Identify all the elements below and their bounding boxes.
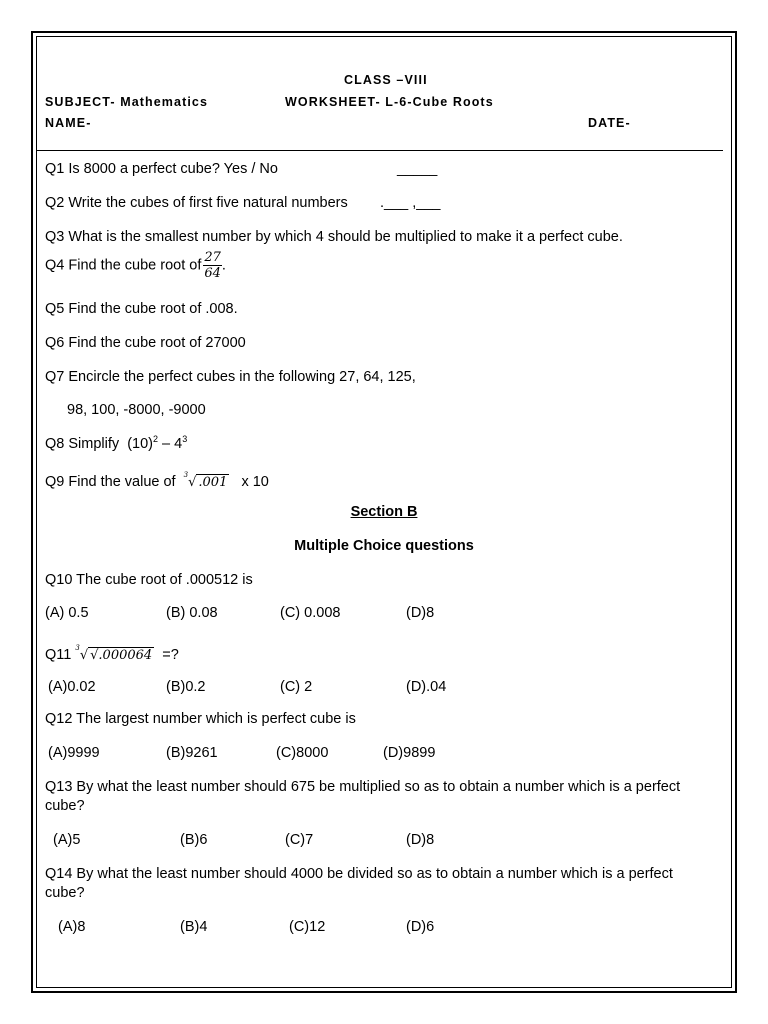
date-label: DATE- [588, 116, 631, 130]
q10-option-c: (C) 0.008 [280, 605, 341, 621]
radicand: √.000064 [90, 648, 153, 663]
name-label: NAME- [45, 116, 92, 130]
question-4 [45, 250, 226, 281]
root-index: 3 [75, 644, 80, 652]
question-13-line-2: cube? [45, 798, 85, 814]
q12-option-d: (D)9899 [383, 745, 436, 761]
q11-option-b: (B)0.2 [166, 679, 206, 695]
q10-option-b: (B) 0.08 [166, 605, 218, 621]
section-b-title: Section B [350, 504, 418, 520]
q12-option-a: (A)9999 [48, 745, 100, 761]
question-8-base: (10) [127, 435, 153, 452]
cube-root-expression: $^3$√ .001 [183, 471, 228, 490]
question-9-text: Q9 Find the value of [45, 474, 176, 490]
q14-option-a: (A)8 [58, 919, 86, 935]
q14-option-c: (C)12 [289, 919, 326, 935]
question-14-line-1: Q14 By what the least number should 4000 be divided so as to obtain a number which is a perfect [45, 866, 673, 882]
question-4-text: Q4 Find the cube root of [45, 257, 202, 274]
question-4-end: . [221, 257, 226, 274]
q11-option-c: (C) 2 [280, 679, 313, 695]
nested-root-expression: $^3$√ √.000064 [75, 644, 153, 663]
question-7-line-1: Q7 Encircle the perfect cubes in the following 27, 64, 125, [45, 369, 416, 385]
worksheet-title: WORKSHEET- L-6-Cube Roots [285, 95, 494, 109]
root-index: 3 [183, 471, 189, 479]
question-2-blank: .___ ,___ [380, 195, 441, 211]
fraction-denominator: 64 [204, 266, 221, 281]
question-1-text: Q1 Is 8000 a perfect cube? Yes / No [45, 161, 278, 177]
q11-option-d: (D).04 [406, 679, 447, 695]
fraction-numerator: 27 [204, 250, 221, 265]
question-1-blank: _____ [397, 161, 438, 177]
class-label: CLASS –VIII [344, 73, 428, 87]
q12-option-c: (C)8000 [276, 745, 329, 761]
q14-option-b: (B)4 [180, 919, 208, 935]
question-5-text: Q5 Find the cube root of .008. [45, 301, 238, 317]
question-2-text: Q2 Write the cubes of first five natural numbers [45, 195, 348, 211]
question-11-after: =? [162, 647, 179, 663]
question-9-after: x 10 [241, 474, 269, 490]
q11-option-a: (A)0.02 [48, 679, 96, 695]
question-9 [45, 471, 269, 490]
q10-option-d: (D)8 [406, 605, 435, 621]
q13-option-d: (D)8 [406, 832, 435, 848]
q13-option-a: (A)5 [53, 832, 81, 848]
question-11-label: Q11 [45, 647, 72, 663]
question-8-exponent-1: 2 [153, 434, 159, 444]
fraction-27-64 [203, 250, 222, 281]
section-b-subtitle: Multiple Choice questions [294, 538, 474, 554]
radicand: .001 [198, 475, 228, 490]
question-7-line-2: 98, 100, -8000, -9000 [67, 402, 206, 418]
q12-option-b: (B)9261 [166, 745, 218, 761]
question-3-text: Q3 What is the smallest number by which 4 should be multiplied to make it a perfect cube. [45, 229, 623, 245]
q14-option-d: (D)6 [406, 919, 435, 935]
question-13-line-1: Q13 By what the least number should 675 be multiplied so as to obtain a number which is a perfect [45, 779, 681, 795]
question-11 [45, 644, 179, 663]
question-8-text: Q8 Simplify [45, 435, 120, 452]
question-8-exponent-2: 3 [182, 434, 188, 444]
q13-option-c: (C)7 [285, 832, 314, 848]
question-14-line-2: cube? [45, 885, 85, 901]
question-10-text: Q10 The cube root of .000512 is [45, 572, 253, 588]
question-8 [45, 434, 187, 452]
header-divider [37, 150, 723, 151]
subject-label: SUBJECT- Mathematics [45, 95, 209, 109]
q10-option-a: (A) 0.5 [45, 605, 89, 621]
question-12-text: Q12 The largest number which is perfect cube is [45, 711, 356, 727]
question-8-operator: – 4 [158, 435, 183, 452]
question-1 [45, 161, 278, 177]
question-6-text: Q6 Find the cube root of 27000 [45, 335, 246, 351]
q13-option-b: (B)6 [180, 832, 208, 848]
